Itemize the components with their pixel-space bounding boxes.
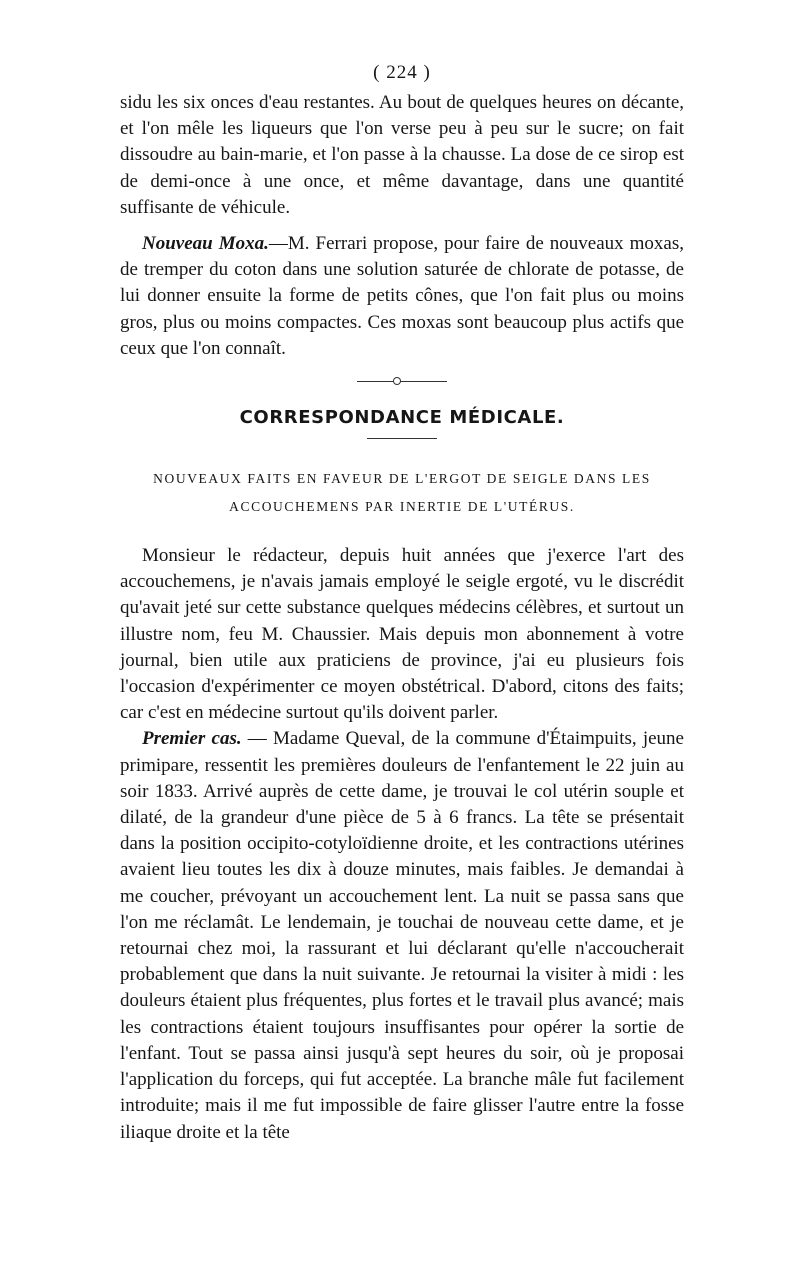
paragraph-premier-cas-text: — Madame Queval, de la commune d'Étaimpuits, jeune primipare, ressentit les premières douleurs de l'enfantement le 22 juin au soir 1833. Arrivé auprès de cette dame, je trouvai le col utérin souple et dilaté, de la grandeur d'une pièce de 5 à 6 francs. La tête se présentait dans la position occipito-cotyloïdienne droite, et les contractions utérines avaient lieu toutes les dix à douze minutes, mais faibles. Je demandai à me coucher, prévoyant un accouchement lent. La nuit se passa sans que l'on me réclamât. Le lendemain, je touchai de nouveau cette dame, et je retournai chez moi, la rassurant et lui déclarant qu'elle n'accoucherait probablement que dans la nuit suivante. Je retournai la visiter à midi : les douleurs étaient plus fréquentes, plus fortes et le travail plus avancé; mais les contractions étaient toujours insuffisantes pour opérer la sortie de l'enfant. Tout se passa ainsi jusqu'à sept heures du soir, où je proposai l'application du forceps, qui fut acceptée. La branche mâle fut facilement introduite; mais il me fut impossible de faire glisser l'autre entre la fosse iliaque droite et la tête — [120, 728, 684, 1143]
title-rule — [367, 438, 437, 439]
page-number: ( 224 ) — [373, 62, 431, 83]
article-title-line1: NOUVEAUX FAITS EN FAVEUR DE L'ERGOT DE SEIGLE DANS LES — [153, 471, 651, 487]
paragraph-moxa-lead: Nouveau Moxa. — [142, 233, 269, 255]
paragraph-letter-intro: Monsieur le rédacteur, depuis huit années que j'exerce l'art des accouchemens, je n'avais jamais employé le seigle ergoté, vu le discrédit qu'avait jeté sur cette substance quelques médecins célèbres, et surtout un illustre nom, feu M. Chaussier. Mais depuis mon abonnement à votre journal, bien utile aux praticiens de province, j'ai eu plusieurs fois l'occasion d'expérimenter ce moyen obstétrical. D'abord, citons des faits; car c'est en médecine surtout qu'ils doivent parler. — [120, 545, 684, 724]
ornament-divider — [357, 380, 447, 384]
paragraph-sirop: sidu les six onces d'eau restantes. Au bout de quelques heures on décante, et l'on mêle les liqueurs que l'on verse peu à peu sur le sucre; on fait dissoudre au bain-marie, et l'on passe à la chausse. La dose de ce sirop est de demi-once à une once, et même davantage, dans une quantité suffisante de véhicule. — [120, 92, 684, 218]
paragraph-moxa-text: —M. Ferrari propose, pour faire de nouveaux moxas, de tremper du coton dans une solution saturée de chlorate de potasse, de lui donner ensuite la forme de petits cônes, que l'on fait plus ou moins gros, plus ou moins compactes. Ces moxas sont beaucoup plus actifs que ceux que l'on connaît. — [120, 233, 684, 359]
section-title: CORRESPONDANCE MÉDICALE. — [239, 407, 565, 429]
article-title-line2: ACCOUCHEMENS PAR INERTIE DE L'UTÉRUS. — [229, 499, 575, 515]
paragraph-moxa — [120, 231, 684, 362]
paragraph-premier-cas-lead: Premier cas. — [142, 728, 242, 750]
paragraph-premier-cas — [120, 726, 684, 1145]
article-title — [120, 465, 684, 521]
